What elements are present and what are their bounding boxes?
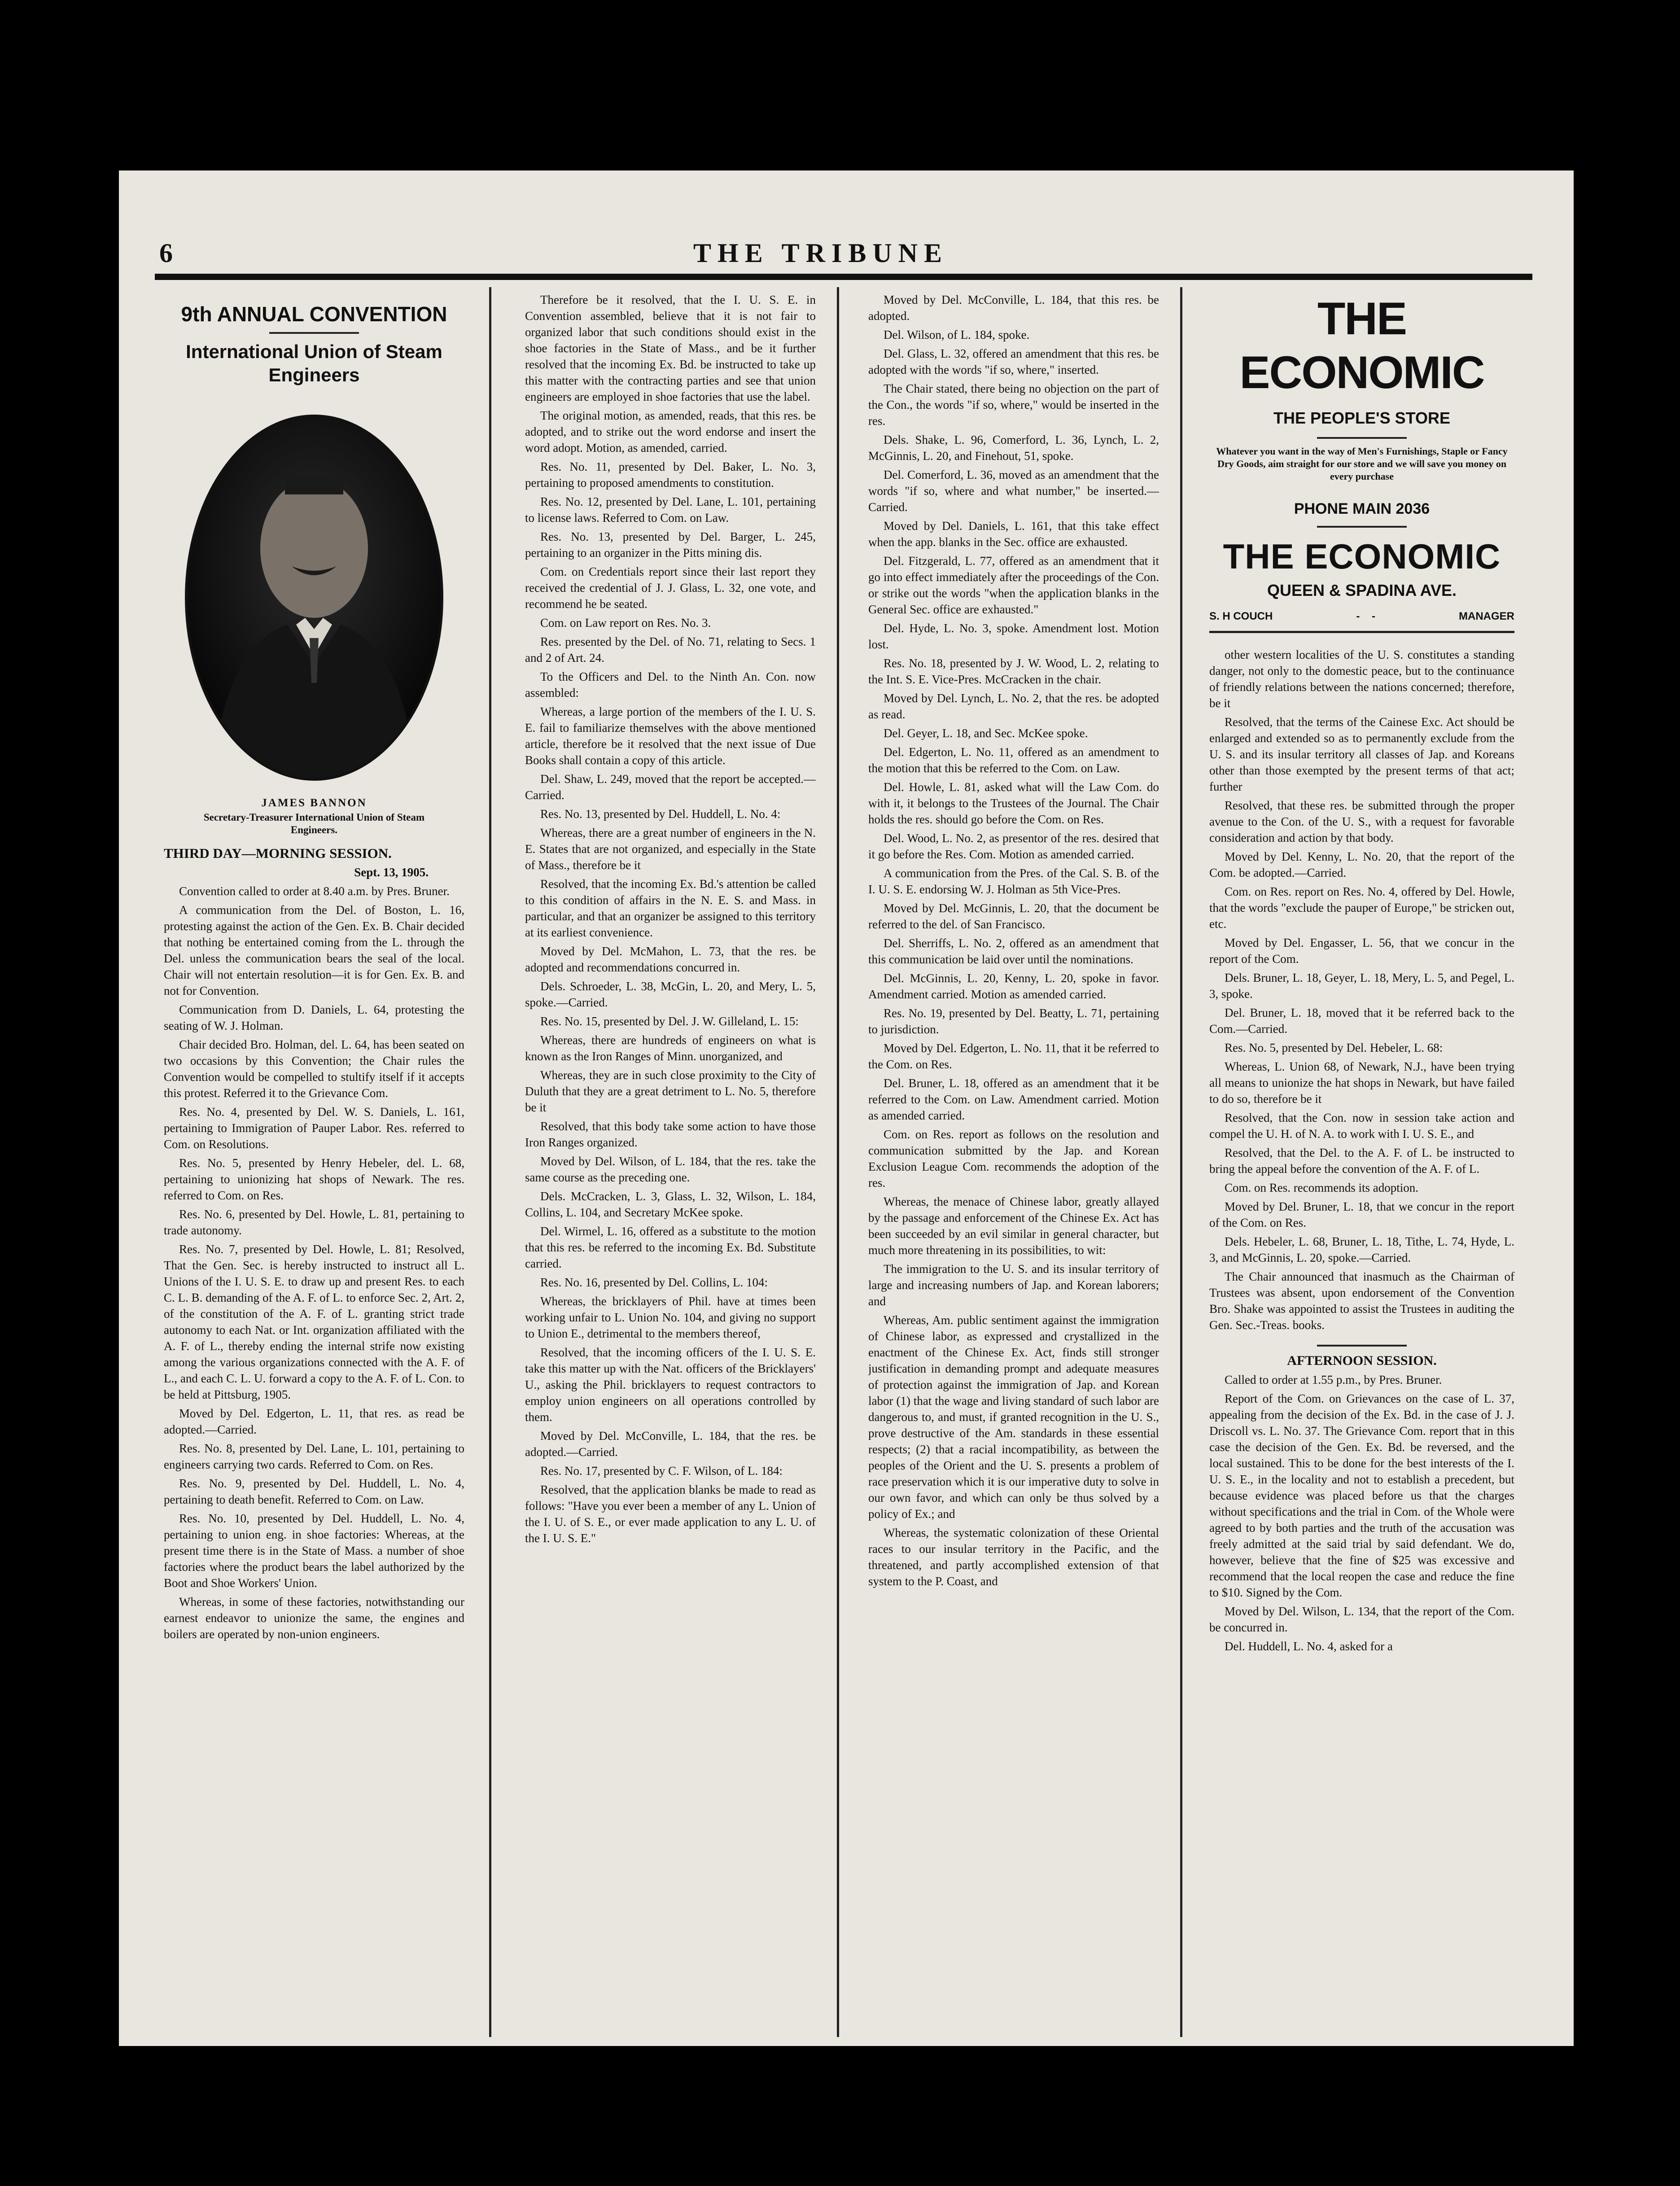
paragraph: Del. Bruner, L. 18, offered as an amendment that it be referred to the Com. on Law. Amendment carried. Motion as amended carried. [868, 1076, 1159, 1122]
paragraph: Moved by Del. McGinnis, L. 20, that the document be referred to the del. of San Francisco. [868, 901, 1159, 931]
ad-dashes: - - [1356, 610, 1375, 622]
paragraph: Com. on Law report on Res. No. 3. [540, 616, 711, 630]
paragraph: Resolved, that the incoming officers of the I. U. S. E. take this matter up with the Nat. officers of the Bricklayers' U., asking the Phil. bricklayers to request contractors to employ union engineers on all operations controlled by them. [525, 1346, 816, 1424]
column-4-body [1209, 647, 1514, 1333]
paragraph: Resolved, that the Con. now in session take action and compel the U. H. of N. A. to work with I. U. S. E., and [1209, 1111, 1514, 1141]
column-divider [837, 287, 839, 2037]
paragraph: Resolved, that the incoming Ex. Bd.'s attention be called to this condition of affairs in the N. E. S. and Mass. in particular, and that an organizer be assigned to this territory at its earliest convenience. [525, 877, 816, 939]
paragraph: Moved by Del. Engasser, L. 56, that we concur in the report of the Com. [1209, 936, 1514, 966]
paragraph: Therefore be it resolved, that the I. U. S. E. in Convention assembled, believe that it is not fair to organized labor that such conditions should exist in the shoe factories in the State of Mass., and be it further resolved that the incoming Ex. Bd. be instructed to take up this matter with the contracting parties and see that union engineers are employed in shoe factories that use the label. [525, 293, 816, 403]
paragraph: Whereas, a large portion of the members of the I. U. S. E. fail to familiarize themselves with the above mentioned article, therefore be it resolved that the next issue of Due Books shall contain a copy of this article. [525, 705, 816, 767]
paragraph: Dels. Shake, L. 96, Comerford, L. 36, Lynch, L. 2, McGinnis, L. 20, and Finehout, 51, spoke. [868, 433, 1159, 463]
paragraph: Resolved, that the terms of the Cainese Exc. Act should be enlarged and extended so as to permanently exclude from the U. S. and its insular territory all classes of Jap. and Koreans other than those exempted by the present terms of that act; further [1209, 715, 1514, 793]
paragraph: Moved by Del. Wilson, of L. 184, that the res. take the same course as the preceding one. [525, 1154, 816, 1184]
ad-footer [1209, 608, 1514, 625]
paragraph: Moved by Del. Edgerton, L. No. 11, that it be referred to the Com. on Res. [868, 1041, 1159, 1071]
page-content [137, 224, 1546, 2042]
paragraph: other western localities of the U. S. constitutes a standing danger, not only to the domestic peace, but to the continuance of friendly relations between the nations concerned; therefore, be it [1209, 648, 1514, 710]
paragraph: Del. Howle, L. 81, asked what will the Law Com. do with it, it belongs to the Trustees of the Journal. The Chair holds the res. should go before the Com. on Res. [868, 780, 1159, 826]
paragraph: Res. No. 5, presented by Henry Hebeler, del. L. 68, pertaining to unionizing hat shops of Newark. The res. referred to Com. on Res. [164, 1156, 464, 1202]
paragraph: Res. No. 4, presented by Del. W. S. Daniels, L. 161, pertaining to Immigration of Pauper Labor. Res. referred to Com. on Resolutions. [164, 1105, 464, 1151]
paragraph: Moved by Del. Edgerton, L. 11, that res. as read be adopted.—Carried. [164, 1407, 464, 1436]
session-heading: THIRD DAY—MORNING SESSION. [164, 845, 392, 861]
masthead: THE TRIBUNE [693, 238, 949, 268]
paragraph: Res. No. 10, presented by Del. Huddell, L. No. 4, pertaining to union eng. in shoe factories: Whereas, at the present time there is in the State of Mass. a number of shoe factories where the product bears the label authorized by the Boot and Shoe Workers' Union. [164, 1512, 464, 1590]
paragraph: The Chair announced that inasmuch as the Chairman of Trustees was absent, upon endorsement of the Convention Bro. Shake was appointed to assist the Trustees in auditing the Gen. Sec.-Treas. books. [1209, 1270, 1514, 1332]
paragraph: Chair decided Bro. Holman, del. L. 64, has been seated on two occasions by this Convention; the Chair rules the Convention would be compelled to stultify itself if it accepts this protest. Referred it to the Grievance Com. [164, 1038, 464, 1100]
paragraph: Moved by Del. Wilson, L. 134, that the report of the Com. be concurred in. [1209, 1605, 1514, 1634]
paragraph: Resolved, that these res. be submitted through the proper avenue to the Con. of the U. S., with a request for favorable consideration and action by that body. [1209, 799, 1514, 844]
paragraph: Com. on Res. report as follows on the resolution and communication submitted by the Jap. and Korean Exclusion League Com. recommends the adoption of the res. [868, 1128, 1159, 1189]
article-title: 9th ANNUAL CONVENTION [181, 302, 447, 326]
paragraph: Res. No. 15, presented by Del. J. W. Gilleland, L. 15: [540, 1014, 799, 1028]
paragraph: Res. No. 8, presented by Del. Lane, L. 101, pertaining to engineers carrying two cards. Referred to Com. on Res. [164, 1442, 464, 1471]
paragraph: Del. Wilson, of L. 184, spoke. [884, 328, 1030, 341]
paragraph: Moved by Del. McMahon, L. 73, that the res. be adopted and recommendations concurred in. [525, 944, 816, 974]
session-date: Sept. 13, 1905. [354, 866, 429, 879]
paragraph: Moved by Del. McConville, L. 184, that the res. be adopted.—Carried. [525, 1429, 816, 1459]
portrait-caption-title: Secretary-Treasurer International Union of Steam Engineers. [203, 812, 425, 835]
paragraph: Whereas, they are in such close proximity to the City of Duluth that they are a great detriment to L. No. 5, therefore be it [525, 1068, 816, 1114]
column-divider [489, 287, 491, 2037]
paragraph: Del. Edgerton, L. No. 11, offered as an amendment to the motion that this be referred to the Com. on Law. [868, 745, 1159, 775]
paragraph: Whereas, Am. public sentiment against the immigration of Chinese labor, as expressed and crystallized in the enactment of the Chinese Ex. Act, finds still stronger justification in demanding prompt and adequate measures of protection against the immigration of Jap. and Korean labor (1) that the wage and living standard of such labor are dangerous to, and must, if granted recognition in the U. S., prove destructive of the Am. standards in these essential respects; (2) that a racial incompatibility, as between the peoples of the Orient and the U. S. presents a problem of race preservation which it is our imperative duty to solve in our own favor, and which can only be thus solved by a policy of Ex.; and [868, 1313, 1159, 1521]
paragraph: Com. on Credentials report since their last report they received the credential of J. J. Glass, L. 32, one vote, and recommend he be seated. [525, 565, 816, 611]
paragraph: Moved by Del. Kenny, L. No. 20, that the report of the Com. be adopted.—Carried. [1209, 850, 1514, 879]
column-4 [1209, 292, 1514, 2033]
paragraph: Res. No. 5, presented by Del. Hebeler, L. 68: [1225, 1041, 1443, 1054]
ad-rule [1317, 437, 1407, 439]
paragraph: A communication from the Del. of Boston, L. 16, protesting against the action of the Gen. Ex. B. Chair decided that nothing be entertained coming from the L. through the Del. unless the communication bears the seal of the local. Chair will not entertain resolution—it is for Gen. Ex. B. and not for Convention. [164, 903, 464, 997]
ad-manager-title: MANAGER [1459, 610, 1514, 622]
paragraph: Res. No. 11, presented by Del. Baker, L. No. 3, pertaining to proposed amendments to constitution. [525, 460, 816, 490]
ad-rule [1317, 526, 1407, 528]
paragraph: Res. No. 13, presented by Del. Huddell, L. No. 4: [540, 807, 781, 821]
paragraph: Whereas, there are hundreds of engineers on what is known as the Iron Ranges of Minn. unorganized, and [525, 1033, 816, 1063]
paragraph: Res. No. 18, presented by J. W. Wood, L. 2, relating to the Int. S. E. Vice-Pres. McCracken in the chair. [868, 656, 1159, 686]
paragraph: Whereas, there are a great number of engineers in the N. E. States that are not organized, and especially in the State of Mass., therefore be it [525, 826, 816, 872]
paragraph: Del. Geyer, L. 18, and Sec. McKee spoke. [884, 726, 1088, 740]
afternoon-session-heading: AFTERNOON SESSION. [1287, 1353, 1437, 1368]
paragraph: Moved by Del. Bruner, L. 18, that we concur in the report of the Com. on Res. [1209, 1200, 1514, 1229]
paragraph: Resolved, that this body take some action to have those Iron Ranges organized. [525, 1119, 816, 1149]
paragraph: Resolved, that the Del. to the A. F. of L. be instructed to bring the appeal before the convention of the A. F. of L. [1209, 1146, 1514, 1176]
paragraph: Res. presented by the Del. of No. 71, relating to Secs. 1 and 2 of Art. 24. [525, 635, 816, 665]
paragraph: Moved by Del. Daniels, L. 161, that this take effect when the app. blanks in the Sec. office are exhausted. [868, 519, 1159, 549]
paragraph: Del. Wirmel, L. 16, offered as a substitute to the motion that this res. be referred to the incoming Ex. Bd. Substitute carried. [525, 1224, 816, 1270]
paragraph: Res. No. 16, presented by Del. Collins, L. 104: [540, 1276, 768, 1289]
paragraph: The immigration to the U. S. and its insular territory of large and increasing numbers of Jap. and Korean laborers; and [868, 1262, 1159, 1308]
paragraph: Convention called to order at 8.40 a.m. by Pres. Bruner. [179, 884, 450, 898]
column-3-body [868, 292, 1159, 1589]
paragraph: Del. Huddell, L. No. 4, asked for a [1225, 1640, 1393, 1653]
portrait-photo [184, 414, 444, 782]
column-1-body [164, 883, 464, 1642]
paragraph: Communication from D. Daniels, L. 64, protesting the seating of W. J. Holman. [164, 1003, 464, 1032]
paragraph: Res. No. 9, presented by Del. Huddell, L. No. 4, pertaining to death benefit. Referred to Com. on Law. [164, 1477, 464, 1506]
paragraph: Dels. Bruner, L. 18, Geyer, L. 18, Mery, L. 5, and Pegel, L. 3, spoke. [1209, 971, 1514, 1001]
paragraph: Com. on Res. report on Res. No. 4, offered by Del. Howle, that the words "exclude the pauper of Europe," be stricken out, etc. [1209, 885, 1514, 931]
paragraph: Del. Wood, L. No. 2, as presentor of the res. desired that it go before the Res. Com. Motion as amended carried. [868, 831, 1159, 861]
paragraph: Del. Glass, L. 32, offered an amendment that this res. be adopted with the words "if so, where," inserted. [868, 347, 1159, 376]
paragraph: To the Officers and Del. to the Ninth An. Con. now assembled: [525, 670, 816, 700]
paragraph: Report of the Com. on Grievances on the case of L. 37, appealing from the decision of the Ex. Bd. in the case of J. J. Driscoll vs. L. No. 37. The Grievance Com. report that in this case the decision of the Gen. Ex. Bd. be reversed, and the local sustained. This to be done for the best interests of the I. U. S. E., in the locality and not to establish a precedent, but because evidence was placed before us that the charges without specifications and the trial in Com. of the Whole were agreed to by both parties and the truth of the accusation was freely admitted at the said trial by said defendant. We do, however, believe that the fine of $25 was excessive and recommend that the local reopen the case and reduce the fine to $10. Signed by the Com. [1209, 1392, 1514, 1599]
paragraph: Dels. McCracken, L. 3, Glass, L. 32, Wilson, L. 184, Collins, L. 104, and Secretary McKee spoke. [525, 1189, 816, 1219]
paragraph: Moved by Del. McConville, L. 184, that this res. be adopted. [868, 293, 1159, 323]
title-rule [269, 332, 359, 334]
ad-bottom-rule [1209, 631, 1514, 633]
portrait-caption-name: JAMES BANNON [261, 797, 367, 809]
paragraph: Res. No. 7, presented by Del. Howle, L. 81; Resolved, That the Gen. Sec. is hereby instructed to instruct all L. Unions of the I. U. S. E. to draw up and present Res. to each C. L. B. demanding of the A. F. of L. to enforce Sec. 2, Art. 2, of the constitution of the A. F. of L. granting strict trade autonomy to each Nat. or Int. organization affiliated with the A. F. of L., thereby ending the internal strife now existing among the various organizations connected with the A. F. of L., and each C. L. U. forward a copy to the A. F. of L. Con. to be held at Pittsburg, 1905. [164, 1242, 464, 1401]
paragraph: Com. on Res. recommends its adoption. [1225, 1181, 1418, 1194]
paragraph: Res. No. 19, presented by Del. Beatty, L. 71, pertaining to jurisdiction. [868, 1006, 1159, 1036]
column-1 [164, 292, 464, 2033]
header-rule [155, 274, 1532, 280]
page-number: 6 [159, 238, 173, 268]
paragraph: Res. No. 12, presented by Del. Lane, L. 101, pertaining to license laws. Referred to Com. on Law. [525, 495, 816, 525]
paragraph: Dels. Hebeler, L. 68, Bruner, L. 18, Tithe, L. 74, Hyde, L. 3, and McGinnis, L. 20, spoke.—Carried. [1209, 1235, 1514, 1264]
paragraph: Whereas, the menace of Chinese labor, greatly allayed by the passage and enforcement of the Chinese Ex. Act has been succeeded by an evil similar in general character, but much more threatening in its possibilities, to wit: [868, 1195, 1159, 1257]
section-rule [1317, 1345, 1407, 1347]
paragraph: Del. Hyde, L. No. 3, spoke. Amendment lost. Motion lost. [868, 621, 1159, 651]
column-2 [525, 292, 816, 2033]
column-divider [1180, 287, 1182, 2037]
ad-store-name-2: THE ECONOMIC [1223, 537, 1501, 576]
paragraph: Whereas, in some of these factories, notwithstanding our earnest endeavor to unionize the same, the engines and boilers are operated by non-union engineers. [164, 1595, 464, 1641]
paragraph: Whereas, the bricklayers of Phil. have at times been working unfair to L. Union No. 104, and giving no support to Union E., detrimental to the members thereof, [525, 1294, 816, 1340]
paragraph: Res. No. 17, presented by C. F. Wilson, of L. 184: [540, 1464, 783, 1478]
ad-phone: PHONE MAIN 2036 [1294, 500, 1430, 517]
advertisement [1209, 292, 1514, 633]
paragraph: Del. Sherriffs, L. No. 2, offered as an amendment that this communication be laid over until the nominations. [868, 936, 1159, 966]
ad-manager-name: S. H COUCH [1209, 610, 1273, 622]
paragraph: Del. McGinnis, L. 20, Kenny, L. 20, spoke in favor. Amendment carried. Motion as amended carried. [868, 971, 1159, 1001]
paragraph: The original motion, as amended, reads, that this res. be adopted, and to strike out the word endorse and insert the word adopt. Motion, as amended, carried. [525, 409, 816, 455]
ad-store-name: THE ECONOMIC [1239, 293, 1484, 398]
column-3 [868, 292, 1159, 2033]
paragraph: Moved by Del. Lynch, L. No. 2, that the res. be adopted as read. [868, 691, 1159, 721]
paragraph: Del. Bruner, L. 18, moved that it be referred back to the Com.—Carried. [1209, 1006, 1514, 1036]
paragraph: Whereas, the systematic colonization of these Oriental races to our insular territory in the Pacific, and the threatened, and partly accomplished extension of that system to the P. Coast, and [868, 1526, 1159, 1588]
paragraph: Dels. Schroeder, L. 38, McGin, L. 20, and Mery, L. 5, spoke.—Carried. [525, 979, 816, 1009]
paragraph: The Chair stated, there being no objection on the part of the Con., the words "if so, where," would be inserted in the res. [868, 382, 1159, 428]
paragraph: Res. No. 6, presented by Del. Howle, L. 81, pertaining to trade autonomy. [164, 1207, 464, 1237]
paragraph: A communication from the Pres. of the Cal. S. B. of the I. U. S. E. endorsing W. J. Holman as 5th Vice-Pres. [868, 866, 1159, 896]
ad-blurb: Whatever you want in the way of Men's Furnishings, Staple or Fancy Dry Goods, aim straight for our store and we will save you money on every purchase [1216, 446, 1508, 482]
paragraph: Del. Shaw, L. 249, moved that the report be accepted.—Carried. [525, 772, 816, 802]
ad-tagline: THE PEOPLE'S STORE [1273, 409, 1450, 427]
article-subtitle: International Union of Steam Engineers [186, 341, 442, 385]
ad-address: QUEEN & SPADINA AVE. [1267, 581, 1457, 599]
paragraph: Called to order at 1.55 p.m., by Pres. Bruner. [1225, 1373, 1442, 1386]
paragraph: Resolved, that the application blanks be made to read as follows: "Have you ever been a member of any L. Union of the I. U. of S. E., or ever made application to any L. U. of the I. U. S. E." [525, 1483, 816, 1545]
column-4-body-2 [1209, 1372, 1514, 1654]
column-2-body [525, 292, 816, 1546]
paragraph: Whereas, L. Union 68, of Newark, N.J., have been trying all means to unionize the hat shops in Newark, but have failed to do so, therefore be it [1209, 1060, 1514, 1106]
paragraph: Del. Fitzgerald, L. 77, offered as an amendment that it go into effect immediately after the proceedings of the Con. or strike out the words "when the application blanks in the General Sec. office are exhausted." [868, 554, 1159, 616]
newspaper-page [119, 171, 1574, 2046]
paragraph: Res. No. 13, presented by Del. Barger, L. 245, pertaining to an organizer in the Pitts mining dis. [525, 530, 816, 560]
paragraph: Del. Comerford, L. 36, moved as an amendment that the words "if so, where and what number," be inserted.—Carried. [868, 468, 1159, 514]
